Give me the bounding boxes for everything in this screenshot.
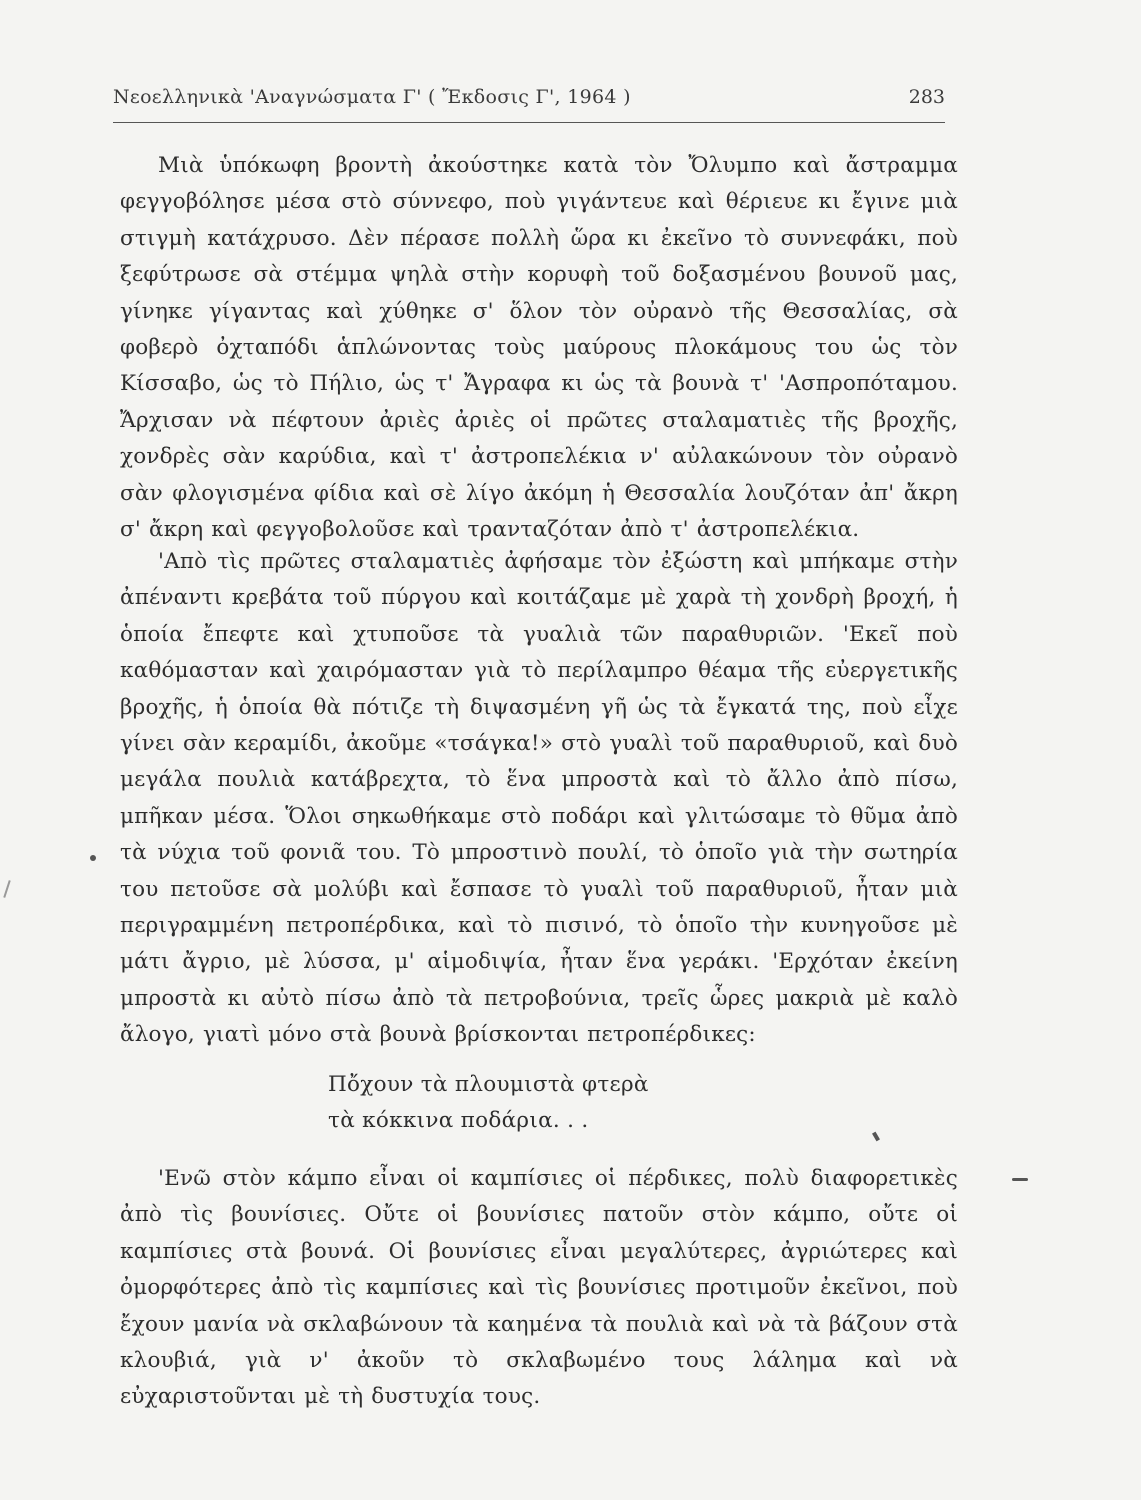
ink-tick-mark bbox=[872, 1132, 880, 1142]
margin-dot-mark bbox=[90, 855, 96, 861]
running-title: Νεοελληνικὰ 'Αναγνώσματα Γ' ( Ἔκδοσις Γ', 1964 ) bbox=[113, 86, 631, 108]
verse-line-1: Πὄχουν τὰ πλουμιστὰ φτερὰ bbox=[328, 1072, 649, 1097]
margin-dash-mark bbox=[1012, 1178, 1028, 1181]
paragraph-text: Μιὰ ὑπόκωφη βροντὴ ἀκούστηκε κατὰ τὸν Ὄλυμπο καὶ ἄστραμμα φεγγοβόλησε μέσα στὸ σύννεφο, ποὺ γιγάντευε καὶ θέριευε κι ἔγινε μιὰ στιγμὴ κατάχρυσο. Δὲν πέρασε πολλὴ ὥρα κι ἐκεῖνο τὸ συννεφάκι, ποὺ ξεφύτρωσε σὰ στέμμα ψηλὰ στὴν κορυφὴ τοῦ δοξασμένου βουνοῦ μας, γίνηκε γίγαντας καὶ χύθηκε σ' ὅλον τὸν οὐρανὸ τῆς Θεσσαλίας, σὰ φοβερὸ ὀχταπόδι ἁπλώνοντας τοὺς μαύρους πλοκάμους του ὡς τὸν Κίσσαβο, ὡς τὸ Πήλιο, ὡς τ' Ἄγραφα κι ὡς τὰ βουνὰ τ' 'Ασπροπόταμου. Ἄρχισαν νὰ πέφτουν ἀριὲς ἀριὲς οἱ πρῶτες σταλαματιὲς τῆς βροχῆς, χονδρὲς σὰν καρύδια, καὶ τ' ἀστροπελέκια ν' αὐλακώνουν τὸν οὐρανὸ σὰν φλογισμένα φίδια καὶ σὲ λίγο ἀκόμη ἡ Θεσσαλία λουζόταν ἀπ' ἄκρη σ' ἄκρη καὶ φεγγοβολοῦσε καὶ τρανταζόταν ἀπὸ τ' ἀστροπελέκια. bbox=[120, 153, 958, 543]
page-number: 283 bbox=[908, 86, 945, 108]
paragraph-text: 'Ενῶ στὸν κάμπο εἶναι οἱ καμπίσιες οἱ πέρδικες, πολὺ διαφορετικὲς ἀπὸ τὶς βουνίσιες. Οὔτε οἱ βουνίσιες πατοῦν στὸν κάμπο, οὔτε οἱ καμπίσιες στὰ βουνά. Οἱ βουνίσιες εἶναι μεγαλύτερες, ἀγριώτερες καὶ ὀμορφότερες ἀπὸ τὶς καμπίσιες καὶ τὶς βουνίσιες προτιμοῦν ἐκεῖνοι, ποὺ ἔχουν μανία νὰ σκλαβώνουν τὰ καημένα τὰ πουλιὰ καὶ νὰ τὰ βάζουν στὰ κλουβιά, γιὰ ν' ἀκοῦν τὸ σκλαβωμένο τους λάλημα καὶ νὰ εὐχαριστοῦνται μὲ τὴ δυστυχία τους. bbox=[120, 1166, 958, 1410]
paragraph-1 bbox=[120, 148, 958, 548]
margin-stroke-mark bbox=[3, 880, 10, 898]
paragraph-3 bbox=[120, 1161, 958, 1416]
paragraph-2 bbox=[120, 544, 958, 1054]
paragraph-text: 'Απὸ τὶς πρῶτες σταλαματιὲς ἀφήσαμε τὸν ἐξώστη καὶ μπήκαμε στὴν ἀπέναντι κρεβάτα τοῦ πύργου καὶ κοιτάζαμε μὲ χαρὰ τὴ χονδρὴ βροχή, ἡ ὁποία ἔπεφτε καὶ χτυποῦσε τὰ γυαλιὰ τῶν παραθυριῶν. 'Εκεῖ ποὺ καθόμασταν καὶ χαιρόμασταν γιὰ τὸ περίλαμπρο θέαμα τῆς εὐεργετικῆς βροχῆς, ἡ ὁποία θὰ πότιζε τὴ διψασμένη γῆ ὡς τὰ ἔγκατά της, ποὺ εἶχε γίνει σὰν κεραμίδι, ἀκοῦμε «τσάγκα!» στὸ γυαλὶ τοῦ παραθυριοῦ, καὶ δυὸ μεγάλα πουλιὰ κατάβρεχτα, τὸ ἕνα μπροστὰ καὶ τὸ ἄλλο ἀπὸ πίσω, μπῆκαν μέσα. Ὅλοι σηκωθήκαμε στὸ ποδάρι καὶ γλιτώσαμε τὸ θῦμα ἀπὸ τὰ νύχια τοῦ φονιᾶ του. Τὸ μπροστινὸ πουλί, τὸ ὁποῖο γιὰ τὴν σωτηρία του πετοῦσε σὰ μολύβι καὶ ἔσπασε τὸ γυαλὶ τοῦ παραθυριοῦ, ἦταν μιὰ περιγραμμένη πετροπέρδικα, καὶ τὸ πισινό, τὸ ὁποῖο τὴν κυνηγοῦσε μὲ μάτι ἄγριο, μὲ λύσσα, μ' αἱμοδιψία, ἦταν ἕνα γεράκι. 'Ερχόταν ἐκείνη μπροστὰ κι αὐτὸ πίσω ἀπὸ τὰ πετροβούνια, τρεῖς ὧρες μακριὰ μὲ καλὸ ἄλογο, γιατὶ μόνο στὰ βουνὰ βρίσκονται πετροπέρδικες: bbox=[120, 549, 958, 1048]
page-header bbox=[113, 86, 945, 116]
verse-quote bbox=[328, 1067, 649, 1139]
header-rule bbox=[113, 122, 945, 123]
verse-line-2: τὰ κόκκινα ποδάρια. . . bbox=[328, 1108, 589, 1133]
